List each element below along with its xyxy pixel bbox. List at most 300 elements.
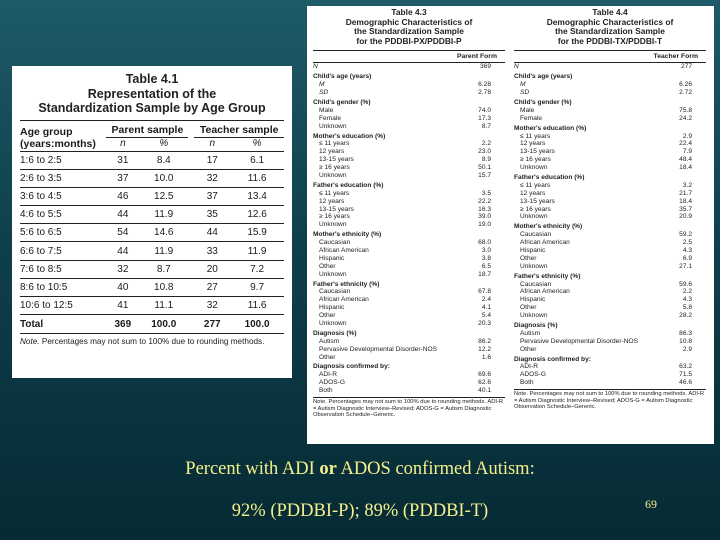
- teacher-form-header: Teacher Form: [514, 50, 706, 63]
- row-value: 5.4: [481, 312, 491, 320]
- table-row: [20, 187, 284, 205]
- list-item: [313, 123, 505, 131]
- list-item: [514, 371, 706, 379]
- parent-n-cell: 44: [106, 242, 139, 260]
- age-group-header-line1: Age group: [20, 125, 73, 138]
- row-value: 18.4: [679, 197, 692, 205]
- row-label: Father's ethnicity (%): [514, 272, 581, 280]
- table-4-3-title-line2: Demographic Characteristics of: [345, 16, 473, 27]
- list-item: [514, 133, 706, 141]
- list-item: [514, 288, 706, 296]
- row-value: 35.7: [679, 205, 692, 213]
- table-4-1-note-prefix: Note.: [20, 337, 40, 347]
- row-value: 74.0: [478, 106, 491, 114]
- row-value: 6.5: [481, 262, 491, 270]
- row-value: 6.26: [679, 81, 692, 89]
- list-item: [313, 81, 505, 89]
- list-item: [514, 148, 706, 156]
- list-item: [514, 379, 706, 387]
- row-label: Other: [319, 353, 336, 361]
- age-cell: 7:6 to 8:5: [20, 260, 106, 278]
- table-4-1-title: [20, 72, 284, 116]
- row-value: 4.3: [682, 296, 692, 304]
- row-label: African American: [520, 288, 570, 296]
- parent-pct-cell: 8.7: [139, 260, 188, 278]
- row-value: 2.4: [481, 296, 491, 304]
- age-cell: 10:6 to 12:5: [20, 297, 106, 315]
- row-value: 23.0: [478, 148, 491, 156]
- row-label: M: [319, 81, 325, 89]
- age-cell: 6:6 to 7:5: [20, 242, 106, 260]
- list-item: [313, 239, 505, 247]
- list-item: [313, 263, 505, 271]
- list-item: [313, 271, 505, 279]
- row-label: Father's education (%): [514, 173, 585, 181]
- list-item: [514, 81, 706, 89]
- list-item: [313, 296, 505, 304]
- section-heading: [514, 356, 706, 364]
- list-item: [313, 206, 505, 214]
- list-item: [514, 164, 706, 172]
- row-label: ≤ 11 years: [319, 189, 350, 197]
- table-row: [20, 260, 284, 278]
- parent-form-header: Parent Form: [313, 50, 505, 63]
- row-label: Unknown: [520, 312, 548, 320]
- row-label: Unknown: [520, 213, 548, 221]
- row-label: Mother's education (%): [313, 132, 386, 140]
- row-label: Hispanic: [319, 304, 345, 312]
- section-heading: [313, 182, 505, 190]
- row-label: ≥ 16 years: [319, 164, 350, 172]
- section-heading: [514, 99, 706, 107]
- row-label: 12 years: [520, 189, 546, 197]
- list-item: [514, 247, 706, 255]
- row-value: 2.9: [682, 132, 692, 140]
- list-item: [313, 156, 505, 164]
- row-label: Father's education (%): [313, 181, 384, 189]
- row-value: 18.7: [478, 270, 491, 278]
- list-item: [313, 288, 505, 296]
- table-4-4-title: [514, 8, 706, 46]
- section-heading: [514, 73, 706, 81]
- row-label: African American: [319, 246, 369, 254]
- parent-pct-cell: 10.0: [139, 169, 188, 187]
- row-label: 13-15 years: [520, 197, 555, 205]
- table-4-3-title-line4: for the PDDBI-PX/PDDBI-P: [356, 35, 462, 46]
- row-value: 46.6: [679, 379, 692, 387]
- table-4-3-title: [313, 8, 505, 46]
- row-label: SD: [520, 89, 530, 97]
- row-value: 48.4: [679, 156, 692, 164]
- parent-n-cell: 37: [106, 169, 139, 187]
- total-parent-n: 369: [106, 315, 139, 334]
- row-label: Other: [319, 262, 336, 270]
- row-label: ≤ 11 years: [520, 132, 551, 140]
- row-label: Female: [319, 114, 341, 122]
- table-4-4-title-line3: the Standardization Sample: [555, 26, 665, 37]
- row-label: Both: [520, 379, 534, 387]
- caption-line-1: [0, 459, 720, 480]
- row-label: Male: [520, 106, 535, 114]
- age-cell: 8:6 to 10:5: [20, 278, 106, 296]
- row-label: Hispanic: [520, 296, 546, 304]
- caption-line-1-bold: or: [319, 459, 337, 479]
- row-value: 8.9: [481, 156, 491, 164]
- list-item: [514, 190, 706, 198]
- row-value: 50.1: [478, 164, 491, 172]
- total-label: Total: [20, 315, 106, 334]
- list-item: [514, 281, 706, 289]
- row-label: Pervasive Developmental Disorder-NOS: [319, 345, 437, 353]
- row-label: 12 years: [319, 197, 345, 205]
- section-heading: [313, 99, 505, 107]
- list-item: [514, 263, 706, 271]
- list-item: [313, 312, 505, 320]
- section-heading: [514, 174, 706, 182]
- parent-pct-cell: 10.8: [139, 278, 188, 296]
- teacher-n-cell: 27: [194, 278, 230, 296]
- row-label: Mother's education (%): [514, 124, 587, 132]
- row-label: Mother's ethnicity (%): [514, 223, 583, 231]
- row-label: Unknown: [319, 171, 347, 179]
- list-item: [313, 89, 505, 97]
- list-item: [514, 182, 706, 190]
- list-item: [313, 140, 505, 148]
- section-heading: [514, 125, 706, 133]
- parent-pct-cell: 11.9: [139, 242, 188, 260]
- row-value: 20.9: [679, 213, 692, 221]
- section-heading: [514, 322, 706, 330]
- table-4-4-note: Note. Percentages may not sum to 100% due to rounding methods. ADI-R = Autism Diagnostic Interview–Revised; ADOS-G = Autism Diagnostic Observation Schedule–Generic.: [514, 391, 705, 411]
- section-heading: [313, 363, 505, 371]
- row-label: Unknown: [520, 262, 548, 270]
- list-item: [313, 255, 505, 263]
- row-label: Child's gender (%): [514, 98, 572, 106]
- section-heading: [313, 73, 505, 81]
- row-value: 6.9: [682, 254, 692, 262]
- row-label: Autism: [520, 329, 541, 337]
- total-teacher-pct: 100.0: [230, 315, 284, 334]
- parent-pct-cell: 14.6: [139, 224, 188, 242]
- caption-line-1-start: Percent with ADI: [185, 459, 320, 479]
- table-4-1-note: [20, 337, 284, 346]
- list-item: [514, 156, 706, 164]
- table-row: [20, 206, 284, 224]
- row-label: Diagnosis confirmed by:: [514, 355, 591, 363]
- row-value: 16.3: [478, 205, 491, 213]
- caption-line-1-end: ADOS confirmed Autism:: [336, 459, 535, 479]
- teacher-pct-cell: 6.1: [230, 151, 284, 169]
- row-label: African American: [319, 296, 369, 304]
- list-item: [514, 115, 706, 123]
- list-item: [514, 140, 706, 148]
- row-value: 22.4: [679, 140, 692, 148]
- table-4-4-title-line4: for the PDDBI-TX/PDDBI-T: [557, 35, 663, 46]
- teacher-pct-header: %: [252, 137, 262, 149]
- table-row: [20, 224, 284, 242]
- teacher-pct-cell: 9.7: [230, 278, 284, 296]
- row-label: Diagnosis (%): [313, 329, 357, 337]
- row-label: SD: [319, 89, 329, 97]
- parent-n-cell: 54: [106, 224, 139, 242]
- row-label: Unknown: [319, 270, 347, 278]
- table-4-1-panel: [12, 66, 292, 378]
- row-value: 40.1: [478, 387, 491, 395]
- row-value: 71.5: [679, 371, 692, 379]
- list-item: [313, 387, 505, 395]
- age-cell: 2:6 to 3:5: [20, 169, 106, 187]
- row-label: ADOS-G: [319, 379, 346, 387]
- teacher-n-cell: 32: [194, 169, 230, 187]
- parent-sample-header: Parent sample: [106, 120, 188, 137]
- list-item: [514, 89, 706, 97]
- age-group-header-line2: (years:months): [20, 137, 96, 150]
- row-value: 86.3: [679, 329, 692, 337]
- row-value: 3.0: [481, 246, 491, 254]
- row-label: Diagnosis confirmed by:: [313, 363, 390, 371]
- row-label: Unknown: [520, 164, 548, 172]
- parent-pct-cell: 8.4: [139, 151, 188, 169]
- teacher-n-cell: 35: [194, 206, 230, 224]
- row-value: 4.3: [682, 246, 692, 254]
- list-item: [313, 354, 505, 362]
- table-4-4-title-line2: Demographic Characteristics of: [546, 16, 674, 27]
- list-item: [313, 115, 505, 123]
- row-value: 2.72: [679, 89, 692, 97]
- row-value: 2.2: [682, 288, 692, 296]
- table-4-3-title-line1: Table 4.3: [391, 7, 427, 17]
- row-label: Child's age (years): [313, 73, 372, 81]
- age-cell: 3:6 to 4:5: [20, 187, 106, 205]
- teacher-n-cell: 33: [194, 242, 230, 260]
- row-label: ≥ 16 years: [319, 213, 350, 221]
- table-4-1-note-text: Percentages may not sum to 100% due to rounding methods.: [39, 337, 265, 347]
- section-heading: [313, 133, 505, 141]
- row-value: 63.2: [679, 363, 692, 371]
- row-value: 2.9: [682, 345, 692, 353]
- list-item: [514, 198, 706, 206]
- teacher-pct-cell: 15.9: [230, 224, 284, 242]
- row-label: ADOS-G: [520, 371, 547, 379]
- teacher-n-cell: 17: [194, 151, 230, 169]
- row-label: N: [313, 63, 318, 71]
- row-label: Other: [520, 304, 537, 312]
- list-item: [313, 221, 505, 229]
- total-row: [20, 315, 284, 334]
- table-4-3-title-line3: the Standardization Sample: [354, 26, 464, 37]
- row-value: 3.5: [481, 189, 491, 197]
- row-label: Other: [520, 254, 537, 262]
- parent-n-cell: 44: [106, 206, 139, 224]
- parent-pct-cell: 11.9: [139, 206, 188, 224]
- list-item: [313, 346, 505, 354]
- age-cell: 4:6 to 5:5: [20, 206, 106, 224]
- table-4-4: [514, 8, 706, 411]
- row-value: 59.6: [679, 280, 692, 288]
- list-item: [514, 213, 706, 221]
- list-item: [514, 255, 706, 263]
- row-value: 2.78: [478, 89, 491, 97]
- list-item: [313, 371, 505, 379]
- row-label: Diagnosis (%): [514, 321, 558, 329]
- row-label: 13-15 years: [319, 156, 354, 164]
- section-heading: [313, 330, 505, 338]
- row-value: 8.7: [481, 122, 491, 130]
- parent-n-cell: 32: [106, 260, 139, 278]
- section-heading: [313, 281, 505, 289]
- row-value: 3.8: [481, 254, 491, 262]
- row-label: Child's gender (%): [313, 98, 371, 106]
- teacher-pct-cell: 13.4: [230, 187, 284, 205]
- row-value: 69.6: [478, 371, 491, 379]
- list-item: [313, 148, 505, 156]
- row-label: 13-15 years: [319, 205, 354, 213]
- row-label: M: [520, 81, 526, 89]
- parent-n-cell: 46: [106, 187, 139, 205]
- parent-pct-cell: 11.1: [139, 297, 188, 315]
- row-label: Other: [520, 345, 537, 353]
- row-label: Female: [520, 114, 542, 122]
- section-heading: [514, 223, 706, 231]
- row-label: 12 years: [319, 148, 345, 156]
- parent-pct-cell: 12.5: [139, 187, 188, 205]
- row-value: 4.1: [481, 304, 491, 312]
- row-value: 19.0: [478, 221, 491, 229]
- row-label: Caucasian: [520, 231, 552, 239]
- row-label: ≥ 16 years: [520, 205, 551, 213]
- row-value: 20.3: [478, 319, 491, 327]
- row-label: Unknown: [319, 221, 347, 229]
- parent-pct-header: %: [159, 137, 169, 149]
- list-item: [514, 231, 706, 239]
- row-label: Child's age (years): [514, 73, 573, 81]
- row-value: 75.8: [679, 106, 692, 114]
- row-value: 86.2: [478, 337, 491, 345]
- section-heading: [514, 273, 706, 281]
- row-label: Father's ethnicity (%): [313, 280, 380, 288]
- teacher-sample-header: Teacher sample: [194, 120, 284, 137]
- list-item: [514, 63, 706, 71]
- table-4-1-title-line3: Standardization Sample by Age Group: [38, 101, 266, 115]
- tables-4-3-4-4-panel: [307, 6, 714, 444]
- row-label: ADI-R: [520, 363, 538, 371]
- teacher-n-cell: 32: [194, 297, 230, 315]
- row-value: 21.7: [679, 189, 692, 197]
- row-label: ≤ 11 years: [319, 140, 350, 148]
- row-value: 17.3: [478, 114, 491, 122]
- row-label: 13-15 years: [520, 148, 555, 156]
- list-item: [514, 239, 706, 247]
- row-label: 12 years: [520, 140, 546, 148]
- parent-n-cell: 40: [106, 278, 139, 296]
- row-value: 1.6: [481, 353, 491, 361]
- list-item: [514, 330, 706, 338]
- teacher-pct-cell: 11.6: [230, 297, 284, 315]
- table-4-4-title-line1: Table 4.4: [592, 7, 628, 17]
- parent-n-cell: 31: [106, 151, 139, 169]
- list-item: [313, 213, 505, 221]
- row-label: African American: [520, 239, 570, 247]
- row-value: 3.2: [682, 181, 692, 189]
- table-4-1-title-line2: Representation of the: [87, 86, 217, 101]
- row-value: 5.8: [682, 304, 692, 312]
- age-cell: 1:6 to 2:5: [20, 151, 106, 169]
- row-value: 59.2: [679, 231, 692, 239]
- list-item: [313, 338, 505, 346]
- teacher-n-header: n: [209, 137, 216, 149]
- row-label: N: [514, 63, 519, 71]
- row-label: ≥ 16 years: [520, 156, 551, 164]
- row-value: 68.0: [478, 239, 491, 247]
- table-row: [20, 242, 284, 260]
- row-value: 39.0: [478, 213, 491, 221]
- table-row: [20, 151, 284, 169]
- list-item: [514, 346, 706, 354]
- list-item: [514, 107, 706, 115]
- total-parent-pct: 100.0: [139, 315, 188, 334]
- row-value: 18.4: [679, 164, 692, 172]
- row-label: Pervasive Developmental Disorder-NOS: [520, 337, 638, 345]
- row-value: 62.6: [478, 379, 491, 387]
- age-group-header: [20, 120, 106, 151]
- row-label: ADI-R: [319, 371, 337, 379]
- slide-number: 69: [645, 497, 657, 511]
- list-item: [514, 338, 706, 346]
- table-4-3-rows: [313, 63, 505, 395]
- row-value: 24.2: [679, 114, 692, 122]
- row-value: 15.7: [478, 171, 491, 179]
- parent-n-header: n: [120, 137, 126, 149]
- table-row: [20, 169, 284, 187]
- teacher-pct-cell: 11.9: [230, 242, 284, 260]
- row-value: 27.1: [679, 262, 692, 270]
- teacher-pct-cell: 7.2: [230, 260, 284, 278]
- row-label: Caucasian: [319, 288, 351, 296]
- row-value: 10.8: [679, 337, 692, 345]
- teacher-pct-cell: 12.6: [230, 206, 284, 224]
- table-4-4-rows: [514, 63, 706, 387]
- row-value: 2.5: [682, 239, 692, 247]
- table-4-1-title-line1: Table 4.1: [125, 72, 179, 86]
- list-item: [514, 296, 706, 304]
- list-item: [514, 206, 706, 214]
- teacher-n-cell: 37: [194, 187, 230, 205]
- row-value: 28.2: [679, 312, 692, 320]
- list-item: [313, 247, 505, 255]
- table-4-3: [313, 8, 505, 419]
- list-item: [514, 304, 706, 312]
- row-label: Hispanic: [319, 254, 345, 262]
- table-4-3-note: Note. Percentages may not sum to 100% due to rounding methods. ADI-R = Autism Diagnostic Interview–Revised; ADOS-G = Autism Diagnostic Observation Schedule–Generic.: [313, 399, 504, 419]
- row-value: 6.28: [478, 81, 491, 89]
- row-label: Mother's ethnicity (%): [313, 231, 382, 239]
- list-item: [313, 164, 505, 172]
- row-value: 67.8: [478, 288, 491, 296]
- list-item: [514, 363, 706, 371]
- age-group-table: [20, 120, 284, 335]
- row-label: ≤ 11 years: [520, 181, 551, 189]
- list-item: [313, 107, 505, 115]
- row-value: 369: [479, 63, 491, 71]
- row-label: Both: [319, 387, 333, 395]
- list-item: [313, 304, 505, 312]
- list-item: [313, 63, 505, 71]
- row-label: Unknown: [319, 122, 347, 130]
- row-value: 7.9: [682, 148, 692, 156]
- teacher-n-cell: 20: [194, 260, 230, 278]
- row-label: Autism: [319, 337, 340, 345]
- age-cell: 5:6 to 6:5: [20, 224, 106, 242]
